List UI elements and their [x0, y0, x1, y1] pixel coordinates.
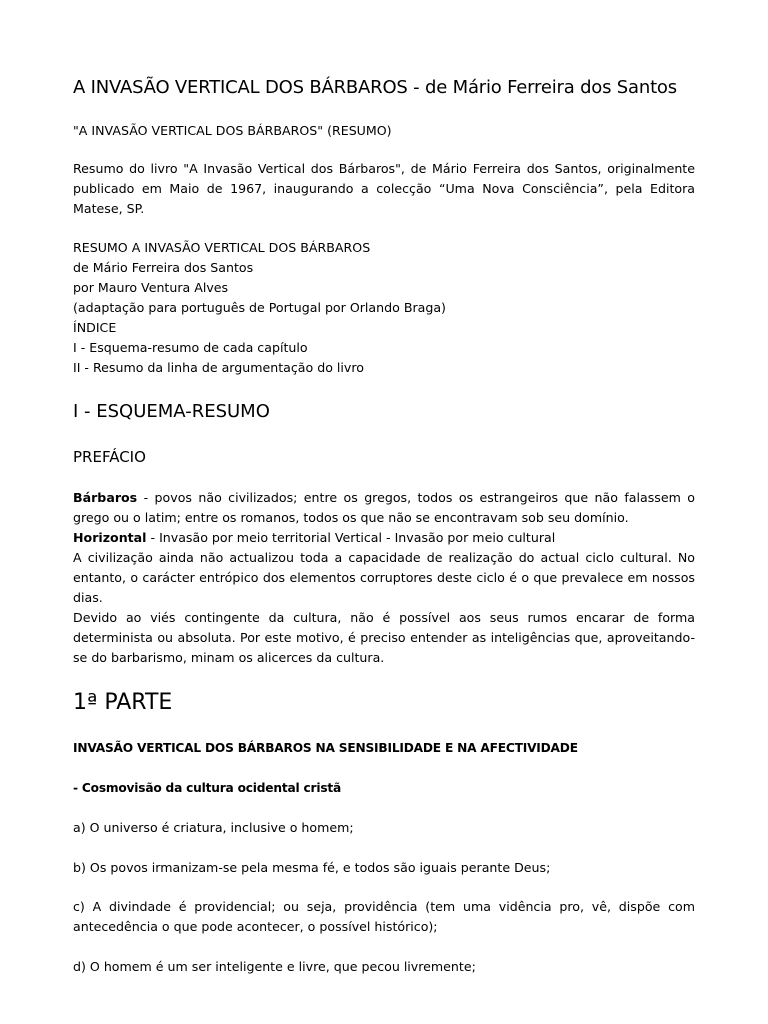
preface-heading: PREFÁCIO: [73, 448, 146, 466]
intro-paragraph: Resumo do livro "A Invasão Vertical dos Bárbaros", de Mário Ferreira dos Santos, originalmente publicado em Maio de 1967, inaugurando a colecção “Uma Nova Consciência”, pela Editora Matese, SP.: [73, 161, 695, 216]
info-line: de Mário Ferreira dos Santos: [73, 260, 254, 275]
part1-subheading: INVASÃO VERTICAL DOS BÁRBAROS NA SENSIBILIDADE E NA AFECTIVIDADE: [73, 741, 578, 755]
term-horizontal: Horizontal: [73, 530, 147, 545]
definition-barbaros: - povos não civilizados; entre os gregos, todos os estrangeiros que não falassem o grego ou o latim; entre os romanos, todos os que não se encontravam sob seu domínio.: [73, 490, 695, 525]
list-item: c) A divindade é providencial; ou seja, providência (tem uma vidência pro, vê, dispõe com antecedência o que pode acontecer, o possível histórico);: [73, 899, 695, 934]
part1-heading: 1ª PARTE: [73, 690, 173, 715]
paragraph-vies: Devido ao viés contingente da cultura, não é possível aos seus rumos encarar de forma determinista ou absoluta. Por este motivo, é preciso entender as inteligências que, aproveitando-se do barbarismo, minam os alicerces da cultura.: [73, 610, 695, 665]
cosmovisao-heading: - Cosmovisão da cultura ocidental cristã: [73, 781, 342, 795]
list-item: a) O universo é criatura, inclusive o homem;: [73, 820, 354, 835]
info-block: [73, 238, 695, 378]
info-line: por Mauro Ventura Alves: [73, 280, 229, 295]
paragraph-civilizacao: A civilização ainda não actualizou toda a capacidade de realização do actual ciclo cultural. No entanto, o carácter entrópico dos elementos corruptores deste ciclo é o que prevalece em nossos dias.: [73, 550, 695, 605]
document-title: A INVASÃO VERTICAL DOS BÁRBAROS - de Mário Ferreira dos Santos: [73, 77, 677, 98]
info-line: RESUMO A INVASÃO VERTICAL DOS BÁRBAROS: [73, 240, 371, 255]
list-item: d) O homem é um ser inteligente e livre, que pecou livremente;: [73, 959, 476, 974]
section-heading: I - ESQUEMA-RESUMO: [73, 401, 270, 422]
info-line: I - Esquema-resumo de cada capítulo: [73, 340, 308, 355]
document-subtitle: "A INVASÃO VERTICAL DOS BÁRBAROS" (RESUMO): [73, 123, 392, 138]
info-line: (adaptação para português de Portugal por Orlando Braga): [73, 300, 446, 315]
list-item: b) Os povos irmanizam-se pela mesma fé, e todos são iguais perante Deus;: [73, 860, 551, 875]
definition-horizontal: - Invasão por meio territorial Vertical - Invasão por meio cultural: [146, 530, 556, 545]
info-line: ÍNDICE: [73, 320, 117, 335]
term-barbaros: Bárbaros: [73, 490, 138, 505]
info-line: II - Resumo da linha de argumentação do livro: [73, 360, 364, 375]
preface-body: [73, 488, 695, 668]
